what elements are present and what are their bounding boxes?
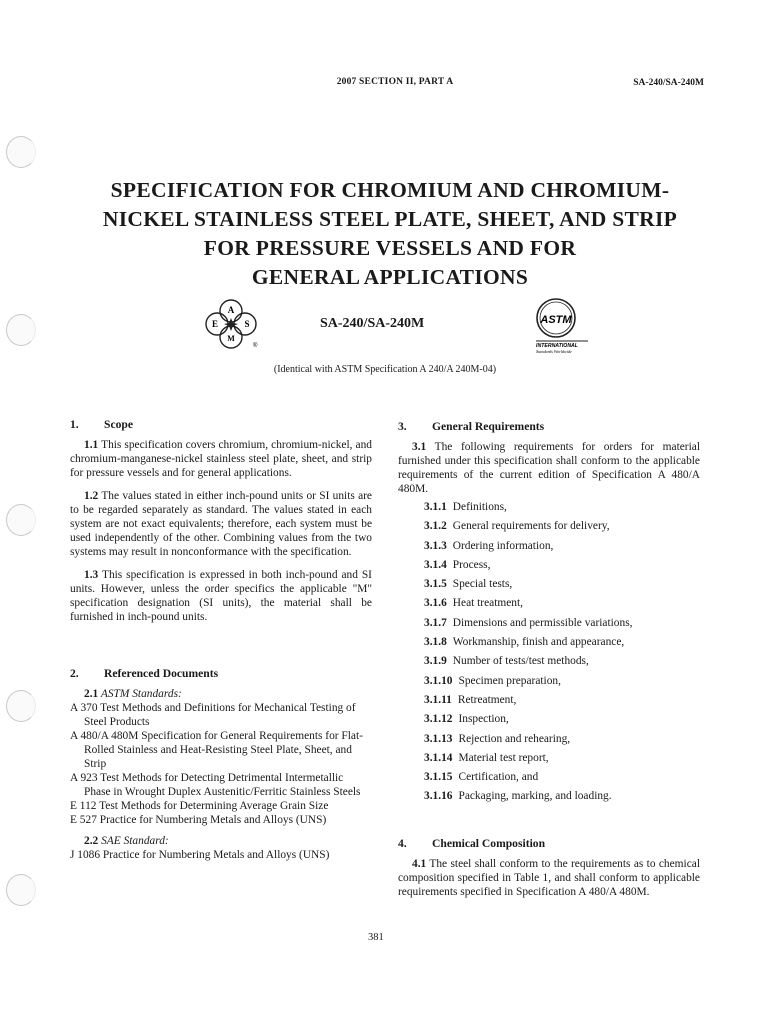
binder-hole — [6, 136, 36, 168]
list-item: 3.1.7 Dimensions and permissible variations, — [424, 616, 633, 629]
section-title: Chemical Composition — [432, 836, 546, 850]
list-item: 3.1.2 General requirements for delivery, — [424, 520, 610, 533]
paragraph-1-2 — [70, 489, 372, 559]
section-heading-referenced — [70, 667, 372, 681]
paragraph-3-1 — [398, 440, 700, 496]
reference-item: E 112 Test Methods for Determining Average Grain Size — [70, 800, 329, 812]
list-item: 3.1.14 Material test report, — [424, 751, 549, 764]
list-item: 3.1.1 Definitions, — [424, 501, 507, 513]
subheading-label: SAE Standard: — [101, 835, 169, 847]
list-item: 3.1.15 Certification, and — [424, 771, 539, 784]
title-line: FOR PRESSURE VESSELS AND FOR — [203, 236, 577, 260]
binder-hole — [6, 504, 36, 536]
list-item: 3.1.11 Retreatment, — [424, 693, 517, 706]
reference-item: J 1086 Practice for Numbering Metals and Alloys (UNS) — [70, 849, 330, 861]
registered-mark: ® — [253, 343, 258, 349]
page-number: 381 — [368, 932, 384, 943]
list-item: 3.1.10 Specimen preparation, — [424, 674, 561, 687]
list-item: 3.1.5 Special tests, — [424, 578, 513, 591]
binder-hole — [6, 874, 36, 906]
subheading-label: ASTM Standards: — [100, 688, 182, 700]
section-number: 3. — [398, 420, 407, 433]
section-heading-general — [398, 420, 700, 434]
reference-item: A 370 Test Methods and Definitions for Mechanical Testing of Steel Products — [70, 702, 356, 728]
reference-item: A 480/A 480M Specification for General Requirements for Flat-Rolled Stainless and Heat-Resisting Steel Plate, Sheet, and Strip — [70, 730, 363, 770]
right-column — [398, 420, 700, 908]
paragraph-text: The values stated in either inch-pound units or SI units are to be regarded separately as standard. The values stated in each system are not exact equivalents; therefore, each system must be used independently of the other. Combining values from the two systems may result in nonconformance with the specification. — [70, 490, 372, 558]
paragraph-number: 1.2 — [84, 490, 99, 502]
paragraph-number: 2.1 — [84, 688, 99, 700]
section-title: Referenced Documents — [104, 667, 219, 680]
running-header: 2007 SECTION II, PART A — [336, 77, 454, 87]
spec-designation: SA-240/SA-240M — [320, 316, 425, 331]
title-line: NICKEL STAINLESS STEEL PLATE, SHEET, AND STRIP — [102, 207, 678, 231]
left-column — [70, 418, 372, 862]
paragraph-number: 1.1 — [84, 439, 99, 451]
document-title — [60, 176, 720, 292]
list-item: 3.1.9 Number of tests/test methods, — [424, 655, 589, 668]
paragraph-number: 1.3 — [84, 569, 99, 581]
asme-seal-icon — [200, 298, 262, 350]
list-item: 3.1.8 Workmanship, finish and appearance, — [424, 636, 625, 649]
paragraph-number: 2.2 — [84, 835, 99, 847]
asme-letter: S — [244, 319, 250, 329]
asme-letter: A — [227, 305, 235, 315]
identical-note: (Identical with ASTM Specification A 240/A 240M-04) — [273, 364, 497, 375]
section-number: 2. — [70, 667, 79, 680]
asme-letter: E — [211, 319, 219, 329]
reference-item: A 923 Test Methods for Detecting Detrimental Intermetallic Phase in Wrought Duplex Austenitic/Ferritic Stainless Steels — [70, 772, 361, 798]
list-item: 3.1.16 Packaging, marking, and loading. — [424, 790, 612, 803]
section-title: General Requirements — [432, 420, 545, 433]
astm-logo-icon — [532, 296, 590, 356]
paragraph-text: This specification covers chromium, chromium-nickel, and chromium-manganese-nickel stainless steel plate, sheet, and strip for pressure vessels and for general applications. — [70, 439, 372, 479]
paragraph-1-1 — [70, 438, 372, 480]
sae-standard-heading — [84, 834, 372, 848]
title-line: GENERAL APPLICATIONS — [251, 265, 529, 289]
binder-hole — [6, 314, 36, 346]
paragraph-number: 3.1 — [412, 441, 427, 453]
list-item: 3.1.6 Heat treatment, — [424, 597, 523, 610]
binder-hole — [6, 690, 36, 722]
spec-code-header: SA-240/SA-240M — [633, 78, 704, 88]
astm-tagline: INTERNATIONAL — [536, 343, 578, 349]
asme-letter: M — [227, 334, 235, 343]
paragraph-text: The steel shall conform to the requirements as to chemical composition specified in Table 1, and shall conform to applicable requirements specified in Specification A 480/A 480M. — [398, 857, 700, 898]
paragraph-number: 4.1 — [412, 857, 427, 870]
list-item: 3.1.13 Rejection and rehearing, — [424, 732, 571, 745]
requirements-list — [398, 500, 700, 809]
section-title: Scope — [104, 418, 133, 431]
astm-letters: ASTM — [540, 314, 572, 326]
paragraph-1-3 — [70, 568, 372, 624]
astm-standards-heading — [84, 687, 372, 701]
paragraph-text: This specification is expressed in both inch-pound and SI units. However, unless the order specifics the applicable "M" specification designation (SI units), the material shall be furnished in inch-pound units. — [70, 569, 372, 623]
section-heading-chemical — [398, 837, 700, 851]
paragraph-4-1 — [398, 857, 700, 899]
section-number: 4. — [398, 836, 407, 850]
reference-item: E 527 Practice for Numbering Metals and Alloys (UNS) — [70, 814, 327, 826]
section-number: 1. — [70, 418, 79, 431]
list-item: 3.1.12 Inspection, — [424, 713, 509, 726]
list-item: 3.1.4 Process, — [424, 558, 491, 571]
section-heading-scope — [70, 418, 372, 432]
astm-subtitle: Standards Worldwide — [536, 349, 572, 354]
paragraph-text: The following requirements for orders for material furnished under this specification shall conform to the applicable requirements of the current edition of Specification A 480/A 480M. — [398, 441, 700, 495]
list-item: 3.1.3 Ordering information, — [424, 539, 554, 552]
title-line: SPECIFICATION FOR CHROMIUM AND CHROMIUM- — [110, 178, 670, 202]
